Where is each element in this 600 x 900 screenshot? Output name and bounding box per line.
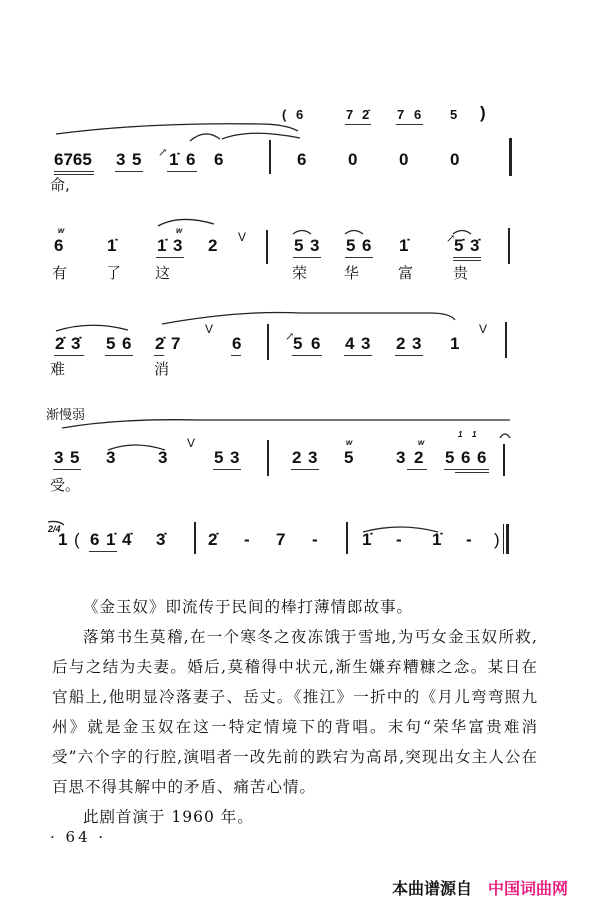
tempo-marking: 渐慢弱 — [46, 408, 86, 423]
note: 2 — [396, 334, 406, 353]
lyric: 荣 — [292, 264, 308, 282]
note: 3 — [396, 448, 406, 467]
note: 2̇ — [155, 334, 165, 353]
note: 7 — [171, 334, 181, 353]
grace-note: 1 — [458, 430, 463, 439]
lyric: 难 — [50, 360, 66, 378]
note: 3 — [116, 150, 126, 169]
note: 3̇ — [71, 334, 81, 353]
note: 5 — [344, 448, 354, 467]
dash: - — [396, 530, 402, 549]
note: 1 — [58, 530, 68, 549]
note: 6 — [122, 334, 132, 353]
note: 3 — [54, 448, 64, 467]
note: 6 — [214, 150, 224, 169]
breath-mark: V — [187, 436, 196, 450]
time-signature: 2/4 — [48, 524, 61, 534]
note: 5 — [293, 334, 303, 353]
interlude-close-paren: ) — [494, 530, 500, 549]
note: 6 — [90, 530, 100, 549]
paragraph: 此剧首演于 1960 年。 — [83, 808, 254, 826]
note: 6 — [186, 150, 196, 169]
interlude-open-paren: ( — [282, 107, 287, 122]
commentary-text — [52, 592, 538, 832]
note: 2 — [208, 236, 218, 255]
note: 2̇ — [208, 530, 218, 549]
note: 2 — [414, 448, 424, 467]
note: 3̇ — [470, 236, 480, 255]
lyric: 了 — [106, 264, 122, 282]
note-group: 6765 — [54, 150, 92, 169]
breath-mark: V — [479, 322, 488, 336]
note: 3̇ — [156, 530, 166, 549]
source-brand-link[interactable]: 中国词曲网 — [488, 879, 569, 898]
note: 6 — [232, 334, 242, 353]
lyric: 贵 — [453, 264, 469, 282]
note: 7 — [397, 107, 405, 122]
interlude-close-paren: ) — [480, 103, 486, 122]
note: 6 — [461, 448, 471, 467]
note: 2̇ — [55, 334, 65, 353]
note: 6 — [297, 150, 307, 169]
note: 1̇ — [432, 530, 442, 549]
lyric: 消 — [154, 360, 170, 378]
note: 1̇ — [107, 236, 117, 255]
note: 5 — [70, 448, 80, 467]
note: 4 — [345, 334, 355, 353]
lyric: 受。 — [50, 476, 81, 494]
paragraph: 《金玉奴》即流传于民间的棒打薄情郎故事。 — [83, 598, 414, 616]
paragraph: 落第书生莫稽,在一个寒冬之夜冻饿于雪地,为丐女金玉奴所救,后与之结为夫妻。婚后,莫稽得中状元,渐生嫌弃糟糠之念。某日在官船上,他明显冷落妻子、岳丈。《推江》一折中的《月儿弯弯照九州》就是金玉奴在这一特定情境下的背唱。末句“荣华富贵难消受”六个字的行腔,演唱者一改先前的跌宕为高昂,突现出女主人公在百思不得其解中的矛盾、痛苦心情。 — [52, 628, 538, 796]
note: 0 — [399, 150, 409, 169]
note: 2 — [292, 448, 302, 467]
note: 5 — [450, 107, 458, 122]
note: 3 — [361, 334, 371, 353]
lyric: 华 — [344, 264, 360, 282]
source-watermark — [392, 876, 568, 899]
lyric: 命, — [50, 176, 70, 194]
note: 6 — [414, 107, 422, 122]
note: 1̇ — [399, 236, 409, 255]
note: 3 — [158, 448, 168, 467]
note: 2̇ — [362, 107, 370, 122]
dash: - — [244, 530, 250, 549]
note: 6 — [54, 236, 64, 255]
lyric: 富 — [398, 264, 414, 282]
dash: - — [312, 530, 318, 549]
note: 3 — [173, 236, 183, 255]
note: 0 — [450, 150, 460, 169]
note: 3 — [412, 334, 422, 353]
note: 4̇ — [122, 530, 132, 549]
note: 1̇ — [362, 530, 372, 549]
note: 3 — [308, 448, 318, 467]
note: 5 — [214, 448, 224, 467]
note: 1̇ — [169, 150, 179, 169]
note: 5 — [294, 236, 304, 255]
lyric: 有 — [52, 264, 68, 282]
note: 3 — [106, 448, 116, 467]
note: 5 — [445, 448, 455, 467]
note: 5 — [346, 236, 356, 255]
note: 0 — [348, 150, 358, 169]
breath-mark: V — [238, 230, 247, 244]
note: 5 — [106, 334, 116, 353]
note: 6 — [311, 334, 321, 353]
interlude-open-paren: ( — [74, 530, 80, 549]
grace-note: 1 — [472, 430, 477, 439]
note: 7 — [276, 530, 286, 549]
source-prefix: 本曲谱源自 — [392, 879, 473, 898]
note: 1̇ — [106, 530, 116, 549]
page-number: · 64 · — [50, 828, 107, 846]
lyric: 这 — [155, 264, 171, 282]
note: 6 — [296, 107, 304, 122]
note: 3 — [310, 236, 320, 255]
note: 3 — [230, 448, 240, 467]
note: 6 — [477, 448, 487, 467]
breath-mark: V — [205, 322, 214, 336]
note: 6 — [362, 236, 372, 255]
note: 1̇ — [157, 236, 167, 255]
note: 1 — [450, 334, 460, 353]
note: 5̇ — [454, 236, 464, 255]
note: 7 — [346, 107, 354, 122]
note: 5 — [132, 150, 142, 169]
dash: - — [466, 530, 472, 549]
